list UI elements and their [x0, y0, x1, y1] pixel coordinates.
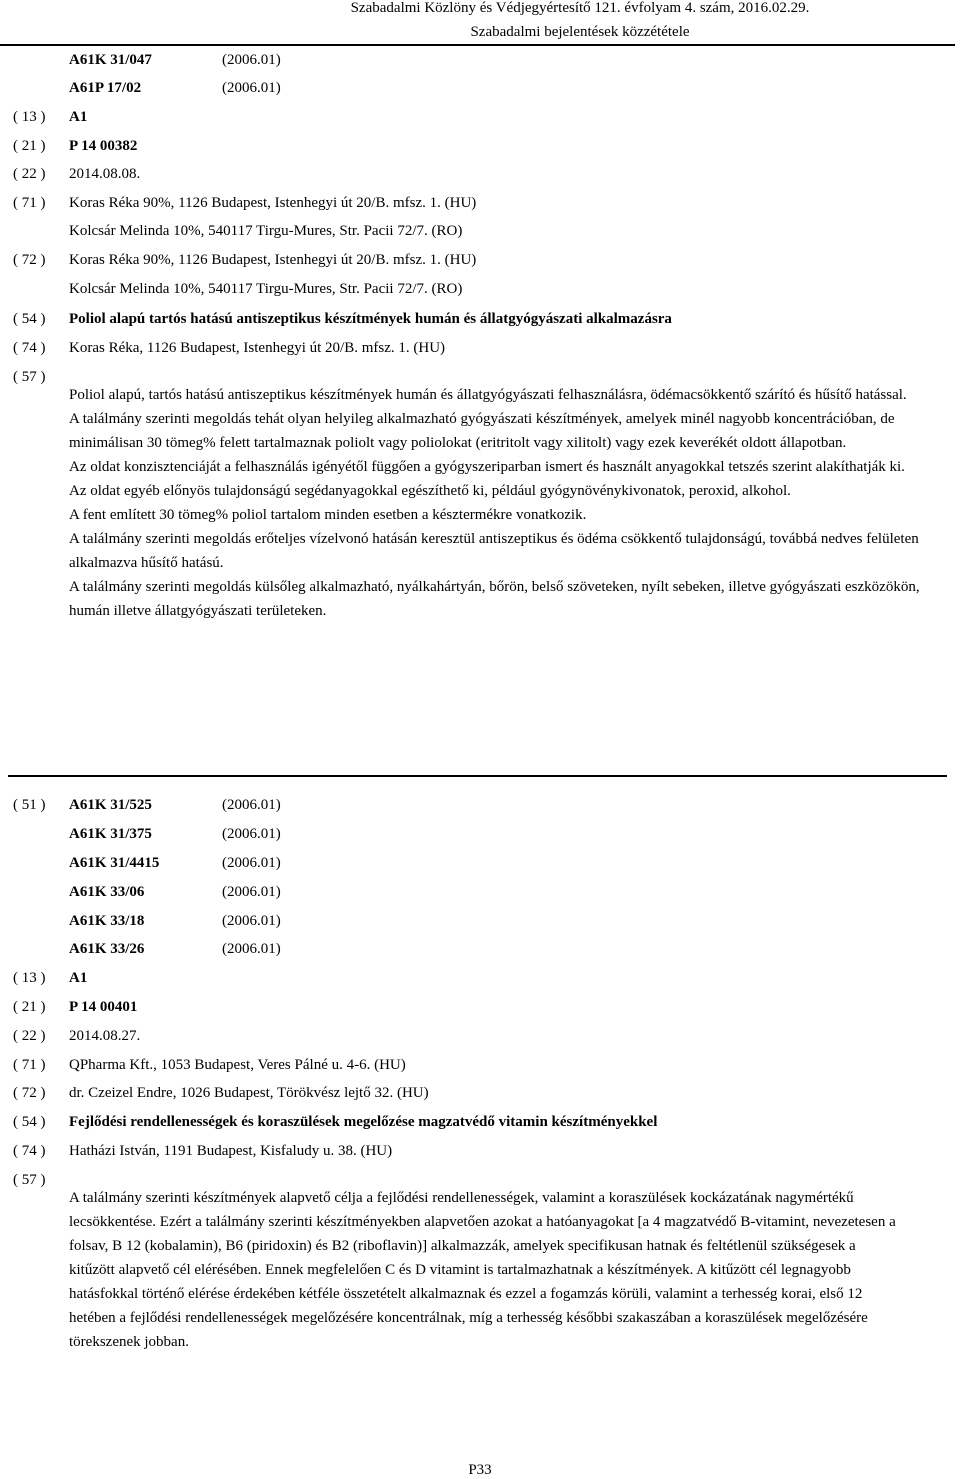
ipc-code: A61K 31/375	[69, 826, 152, 842]
abstract-paragraph: A találmány szerinti megoldás külsőleg alkalmazható, nyálkahártyán, bőrön, belső szöveteken, nyílt sebeken, illetve gyógyászati eszközökön, humán illetve állatgyógyászati területeken.	[69, 579, 920, 619]
abstract-paragraph: A találmány szerinti megoldás tehát olyan helyileg alkalmazható gyógyászati készítmények, amelyek minél nagyobb koncentrációban, de minimálisan 30 tömeg% felett tartalmaznak poliolt vagy poliolokat (eritritolt vagy xilitolt) vagy ezek keverékét oldott állapotban.	[69, 411, 895, 451]
page-header	[0, 0, 960, 48]
ipc-code: A61P 17/02	[69, 80, 142, 96]
abstract-paragraph: Poliol alapú, tartós hatású antiszeptikus készítmények humán és állatgyógyászati felhasználásra, ödémacsökkentő szárító és hűsítő hatással.	[69, 387, 907, 403]
field-code: ( 54 )	[13, 1114, 46, 1130]
ipc-date: (2006.01)	[222, 884, 281, 900]
applicant: Kolcsár Melinda 10%, 540117 Tirgu-Mures, Str. Pacii 72/7. (RO)	[69, 223, 463, 239]
kind-code: A1	[69, 109, 88, 125]
ipc-date: (2006.01)	[222, 941, 281, 957]
ipc-date: (2006.01)	[222, 52, 281, 68]
field-code: ( 74 )	[13, 1143, 46, 1159]
abstract	[69, 383, 939, 623]
field-code: ( 21 )	[13, 138, 46, 154]
ipc-code: A61K 33/06	[69, 884, 145, 900]
field-code: ( 13 )	[13, 109, 46, 125]
field-code: ( 54 )	[13, 311, 46, 327]
inventor: dr. Czeizel Endre, 1026 Budapest, Törökvész lejtő 32. (HU)	[69, 1085, 429, 1101]
kind-code: A1	[69, 970, 88, 986]
field-code: ( 74 )	[13, 340, 46, 356]
abstract-paragraph: Az oldat konzisztenciáját a felhasználás igényétől függően a gyógyszeriparban ismert és használt anyagokkal tetszés szerint alakíthatják ki.	[69, 459, 905, 475]
field-code: ( 51 )	[13, 797, 46, 813]
invention-title: Fejlődési rendellenességek és koraszülések megelőzése magzatvédő vitamin készítményekkel	[69, 1114, 658, 1130]
ipc-date: (2006.01)	[222, 855, 281, 871]
application-number: P 14 00401	[69, 999, 138, 1015]
field-code: ( 57 )	[13, 369, 46, 385]
abstract-paragraph: A fent említett 30 tömeg% poliol tartalom minden esetben a késztermékre vonatkozik.	[69, 507, 587, 523]
abstract	[69, 1186, 899, 1354]
field-code: ( 71 )	[13, 1057, 46, 1073]
record-separator	[8, 775, 947, 777]
application-number: P 14 00382	[69, 138, 138, 154]
filing-date: 2014.08.27.	[69, 1028, 141, 1044]
journal-title: Szabadalmi Közlöny és Védjegyértesítő 121. évfolyam 4. szám, 2016.02.29.	[350, 0, 810, 16]
field-code: ( 72 )	[13, 1085, 46, 1101]
field-code: ( 13 )	[13, 970, 46, 986]
inventor: Koras Réka 90%, 1126 Budapest, Istenhegyi út 20/B. mfsz. 1. (HU)	[69, 252, 477, 268]
ipc-code: A61K 31/047	[69, 52, 152, 68]
applicant: QPharma Kft., 1053 Budapest, Veres Pálné u. 4-6. (HU)	[69, 1057, 406, 1073]
ipc-date: (2006.01)	[222, 913, 281, 929]
field-code: ( 57 )	[13, 1172, 46, 1188]
ipc-code: A61K 31/4415	[69, 855, 160, 871]
field-code: ( 22 )	[13, 1028, 46, 1044]
page-number: P33	[468, 1462, 492, 1478]
header-rule	[0, 44, 955, 46]
ipc-date: (2006.01)	[222, 80, 281, 96]
section-title: Szabadalmi bejelentések közzététele	[470, 24, 690, 40]
ipc-code: A61K 33/26	[69, 941, 145, 957]
ipc-date: (2006.01)	[222, 797, 281, 813]
field-code: ( 22 )	[13, 166, 46, 182]
representative: Koras Réka, 1126 Budapest, Istenhegyi út 20/B. mfsz. 1. (HU)	[69, 340, 446, 356]
abstract-paragraph: A találmány szerinti megoldás erőteljes vízelvonó hatásán keresztül antiszeptikus és ödéma csökkentő tulajdonságú, továbbá nedves felületen alkalmazva hűsítő hatású.	[69, 531, 919, 571]
abstract-paragraph: Az oldat egyéb előnyös tulajdonságú segédanyagokkal egészíthető ki, például gyógynövénykivonatok, peroxid, alkohol.	[69, 483, 791, 499]
ipc-code: A61K 33/18	[69, 913, 145, 929]
abstract-paragraph: A találmány szerinti készítmények alapvető célja a fejlődési rendellenességek, valamint a koraszülések kockázatának nagymértékű lecsökkentése. Ezért a találmány szerinti készítményekben alapvetően azokat a hatóanyagokat [a 4 magzatvédő B-vitamint, nevezetesen a folsav, B 12 (kobalamin), B6 (piridoxin) és B2 (riboflavin)] alkalmazzák, amelyek specifikusan hatnak és feltétlenül szükségesek a kitűzött alapvető cél elérésében. Ennek megfelelően C és D vitamint is tartalmazhatnak a készítmények. A kitűzött cél legnagyobb hatásfokkal történő elérése érdekében kétféle összetételt alkalmaznak és ezzel a fogamzás körüli, valamint a terhesség korai, első 12 hetében a fejlődési rendellenességek megelőzésére koncentrálnak, míg a terhesség későbbi szakaszában a koraszülések megelőzésére törekszenek jobban.	[69, 1190, 896, 1350]
field-code: ( 71 )	[13, 195, 46, 211]
inventor: Kolcsár Melinda 10%, 540117 Tirgu-Mures, Str. Pacii 72/7. (RO)	[69, 281, 463, 297]
filing-date: 2014.08.08.	[69, 166, 141, 182]
ipc-date: (2006.01)	[222, 826, 281, 842]
field-code: ( 21 )	[13, 999, 46, 1015]
invention-title: Poliol alapú tartós hatású antiszeptikus készítmények humán és állatgyógyászati alkalmazásra	[69, 311, 672, 327]
representative: Hatházi István, 1191 Budapest, Kisfaludy u. 38. (HU)	[69, 1143, 393, 1159]
field-code: ( 72 )	[13, 252, 46, 268]
ipc-code: A61K 31/525	[69, 797, 152, 813]
applicant: Koras Réka 90%, 1126 Budapest, Istenhegyi út 20/B. mfsz. 1. (HU)	[69, 195, 477, 211]
